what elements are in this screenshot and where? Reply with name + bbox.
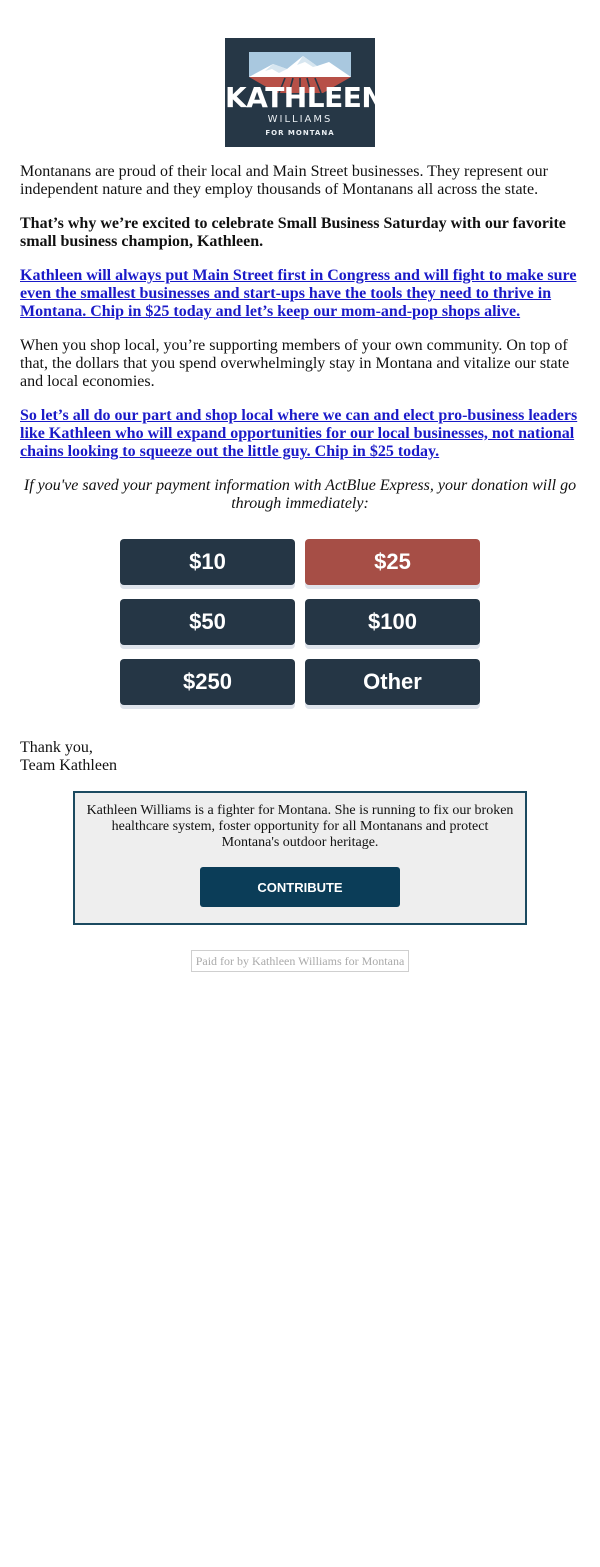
donate-50-button[interactable]: $50 — [120, 599, 295, 645]
contribute-box-text: Kathleen Williams is a fighter for Montana. She is running to fix our broken healthcare system, foster opportunity for all Montanans and protect Montana's outdoor heritage. — [86, 803, 514, 850]
donate-250-button[interactable]: $250 — [120, 659, 295, 705]
contribute-button[interactable]: CONTRIBUTE — [200, 867, 400, 907]
chip-in-link-shop-local[interactable]: So let’s all do our part and shop local where we can and elect pro-business leaders like Kathleen who will expand opportunities for our local businesses, not national chains looking to squeeze out the little guy. Chip in $25 today. — [20, 407, 578, 460]
chip-in-link-main-street[interactable]: Kathleen will always put Main Street first in Congress and will fight to make sure even the smallest businesses and start-ups have the tools they need to thrive in Montana. Chip in $25 today and let’s keep our mom-and-pop shops alive. — [20, 267, 577, 320]
logo-for-montana: FOR MONTANA — [265, 129, 335, 137]
email-body — [20, 0, 580, 972]
donate-10-button[interactable]: $10 — [120, 539, 295, 585]
paragraph-link-2 — [20, 407, 580, 461]
logo-name: KATHLEEN — [225, 81, 385, 114]
paragraph-shop-local: When you shop local, you’re supporting members of your own community. On top of that, the dollars that you spend overwhelmingly stay in Montana and vitalize our state and local economies. — [20, 337, 570, 390]
donate-100-button[interactable]: $100 — [305, 599, 480, 645]
actblue-note: If you've saved your payment information with ActBlue Express, your donation will go through immediately: — [23, 477, 577, 512]
logo-subtitle: WILLIAMS — [267, 114, 333, 125]
campaign-logo[interactable] — [225, 38, 385, 147]
signoff — [20, 739, 580, 775]
paid-for-disclaimer: Paid for by Kathleen Williams for Montana — [191, 950, 409, 972]
contribute-box — [73, 791, 527, 925]
paragraph-link-1 — [20, 267, 580, 321]
donation-amount-grid — [120, 539, 480, 705]
signoff-thanks: Thank you, — [20, 739, 93, 756]
paragraph-intro: Montanans are proud of their local and Main Street businesses. They represent our independent nature and they employ thousands of Montanans all across the state. — [20, 163, 548, 198]
donate-other-button[interactable]: Other — [305, 659, 480, 705]
signoff-team: Team Kathleen — [20, 757, 118, 774]
paragraph-celebrate: That’s why we’re excited to celebrate Small Business Saturday with our favorite small business champion, Kathleen. — [20, 215, 566, 250]
donate-25-button[interactable]: $25 — [305, 539, 480, 585]
